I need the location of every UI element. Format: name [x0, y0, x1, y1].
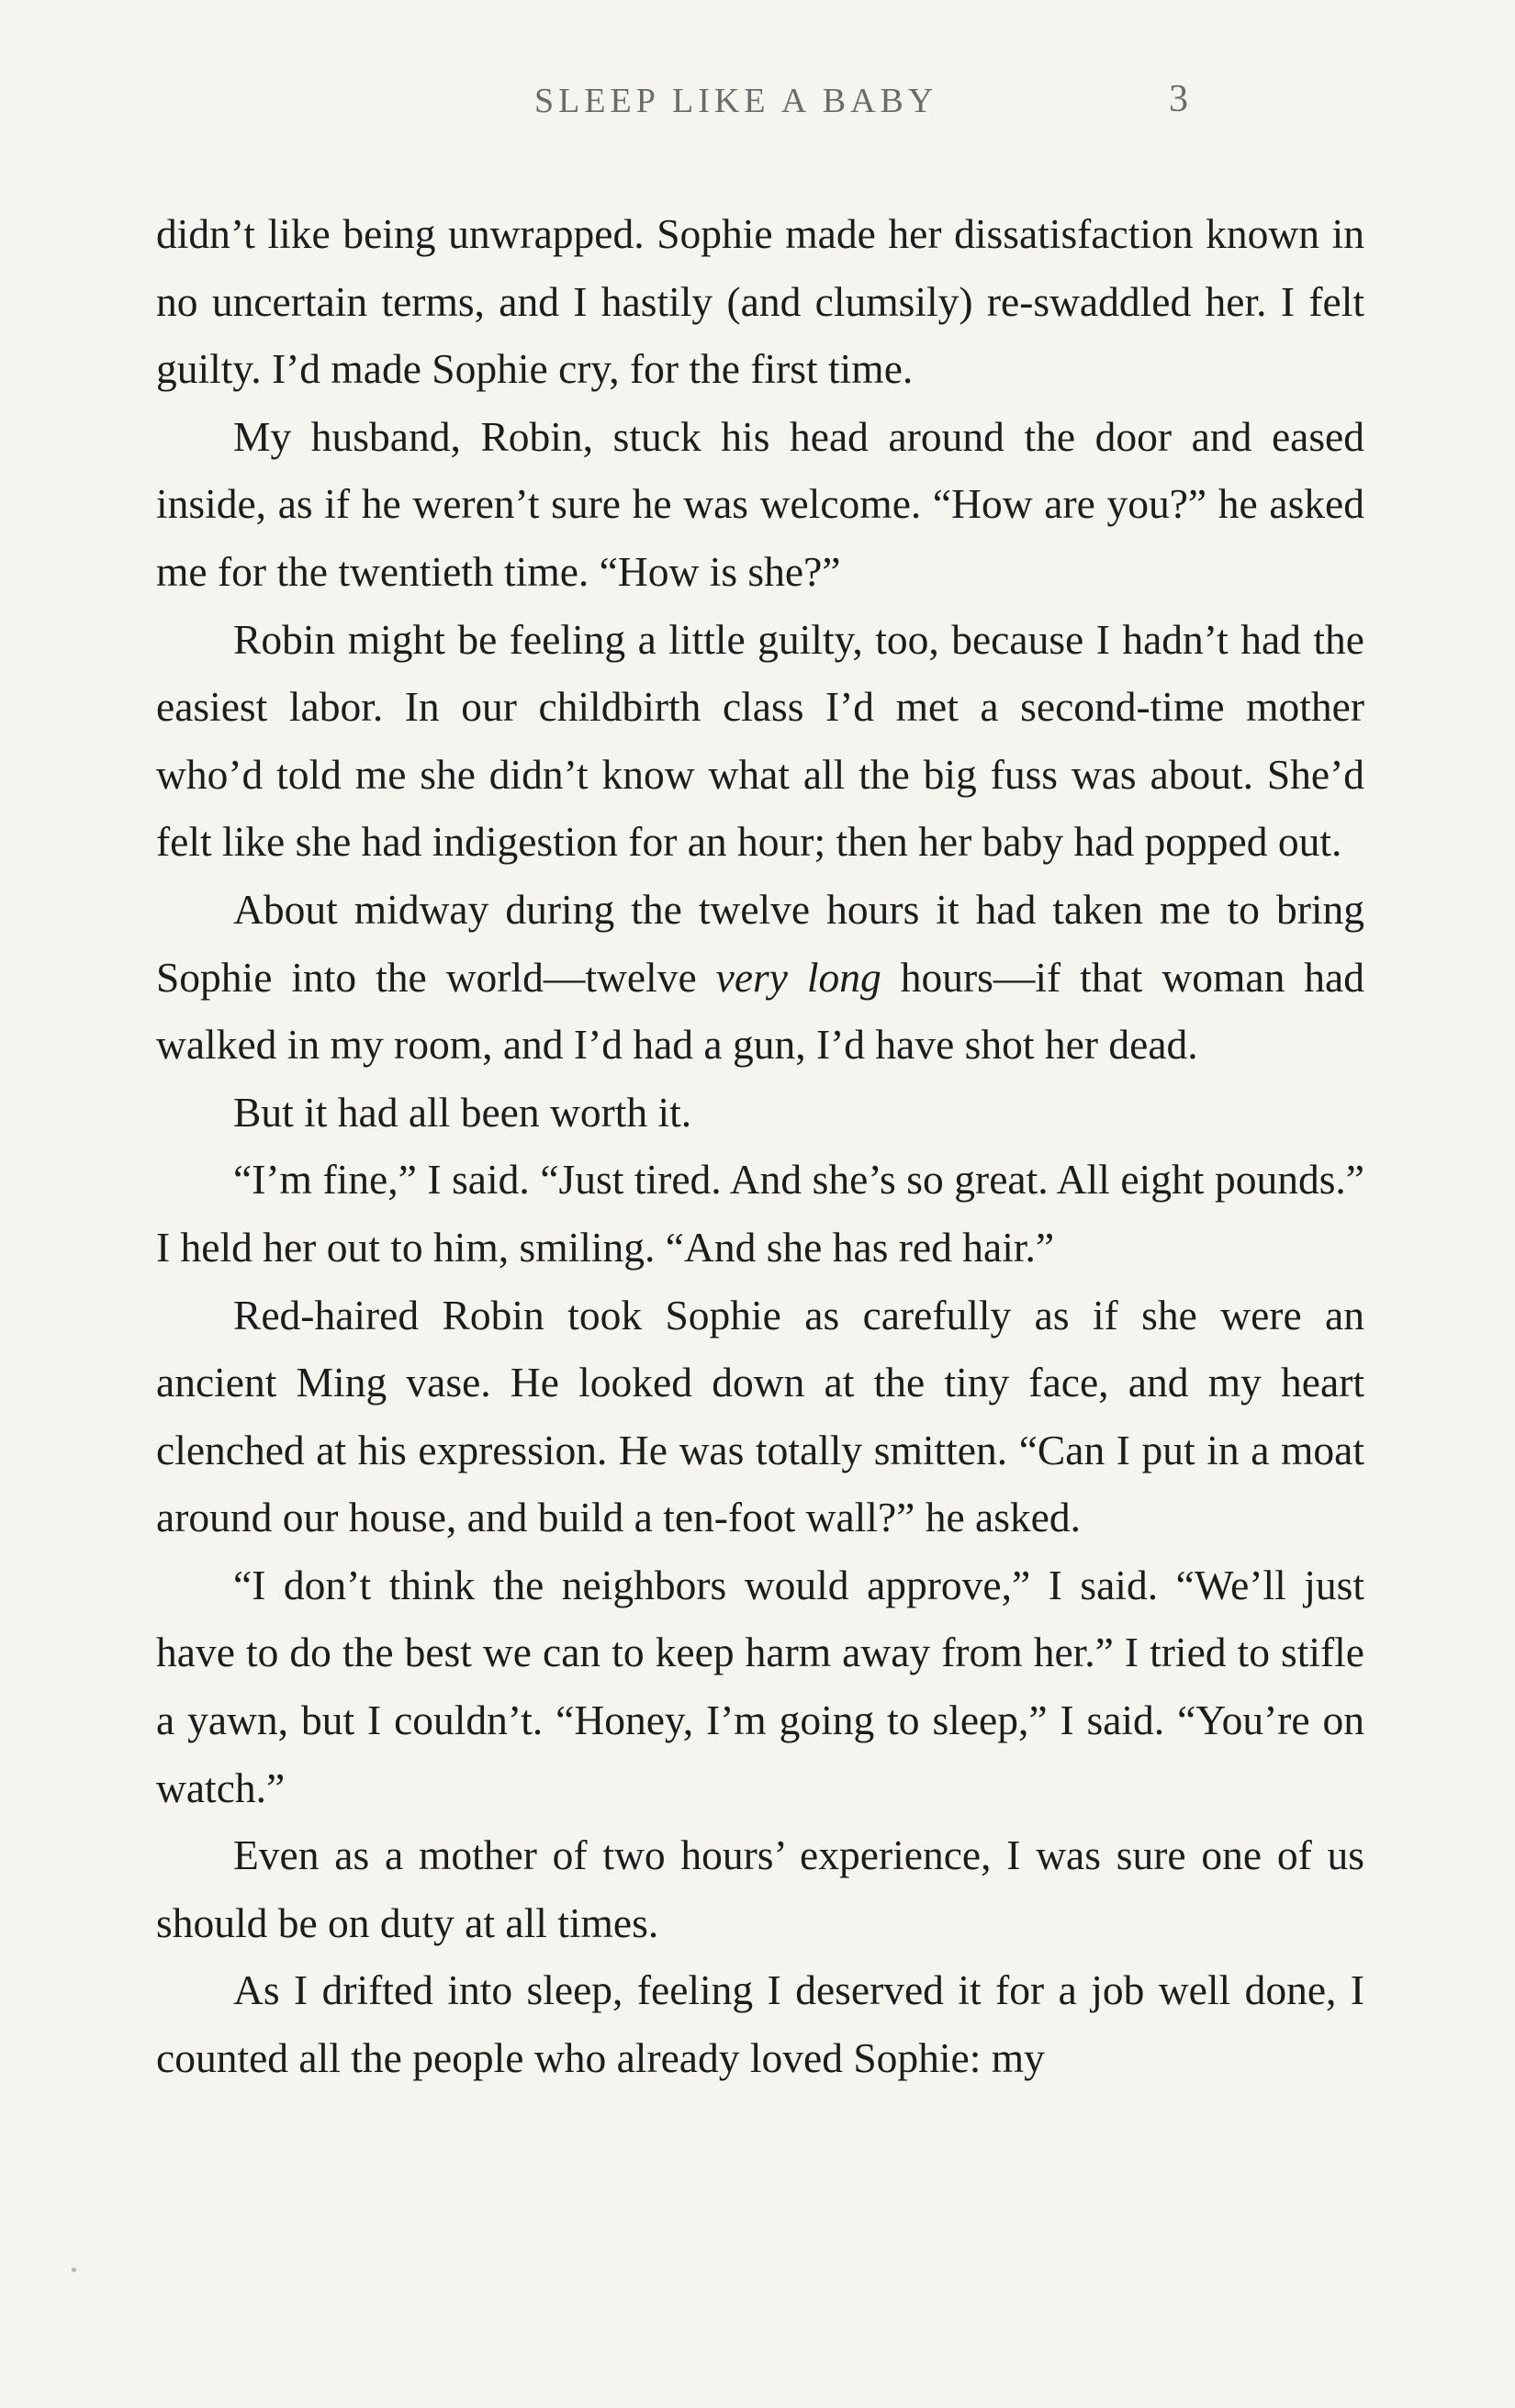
book-title: SLEEP LIKE A BABY [534, 82, 938, 120]
running-head [0, 78, 1515, 136]
paragraph: Even as a mother of two hours’ experience, I was sure one of us should be on duty at all times. [156, 1831, 1364, 1946]
paragraph-text: hours—if that woman had walked in my room, and I’d had a gun, I’d have shot her dead. [156, 953, 1364, 1069]
paragraph: didn’t like being unwrapped. Sophie made her dissatisfaction known in no uncertain terms, and I hastily (and clumsily) re-swaddled her. I felt guilty. I’d made Sophie cry, for the first time. [156, 210, 1364, 393]
italic-emphasis: very long [715, 953, 881, 1001]
page-number: 3 [1169, 78, 1188, 120]
paragraph-text: About midway during the twelve hours it had taken me to bring Sophie into the world—twelve [156, 885, 1364, 1001]
paragraph: As I drifted into sleep, feeling I deserved it for a job well done, I counted all the people who already loved Sophie: my [156, 1966, 1364, 2082]
paragraph: Red-haired Robin took Sophie as carefully as if she were an ancient Ming vase. He looked down at the tiny face, and my heart clenched at his expression. He was totally smitten. “Can I put in a moat around our house, and build a ten-foot wall?” he asked. [156, 1291, 1364, 1541]
paragraph: But it had all been worth it. [233, 1088, 692, 1136]
paragraph [156, 876, 1364, 1079]
paragraph: “I don’t think the neighbors would approve,” I said. “We’ll just have to do the best we can to keep harm away from her.” I tried to stifle a yawn, but I couldn’t. “Honey, I’m going to sleep,” I said. “You’re on watch.” [156, 1561, 1364, 1811]
paper-speck [72, 2268, 76, 2272]
paragraph: Robin might be feeling a little guilty, too, because I hadn’t had the easiest labor. In our childbirth class I’d met a second-time mother who’d told me she didn’t know what all the big fuss was about. She’d felt like she had indigestion for an hour; then her baby had popped out. [156, 615, 1364, 866]
paragraph: “I’m fine,” I said. “Just tired. And she’s so great. All eight pounds.” I held her out to him, smiling. “And she has red hair.” [156, 1156, 1364, 1271]
paragraph: My husband, Robin, stuck his head around the door and eased inside, as if he weren’t sure he was welcome. “How are you?” he asked me for the twentieth time. “How is she?” [156, 412, 1364, 595]
body-text [156, 200, 1364, 2092]
